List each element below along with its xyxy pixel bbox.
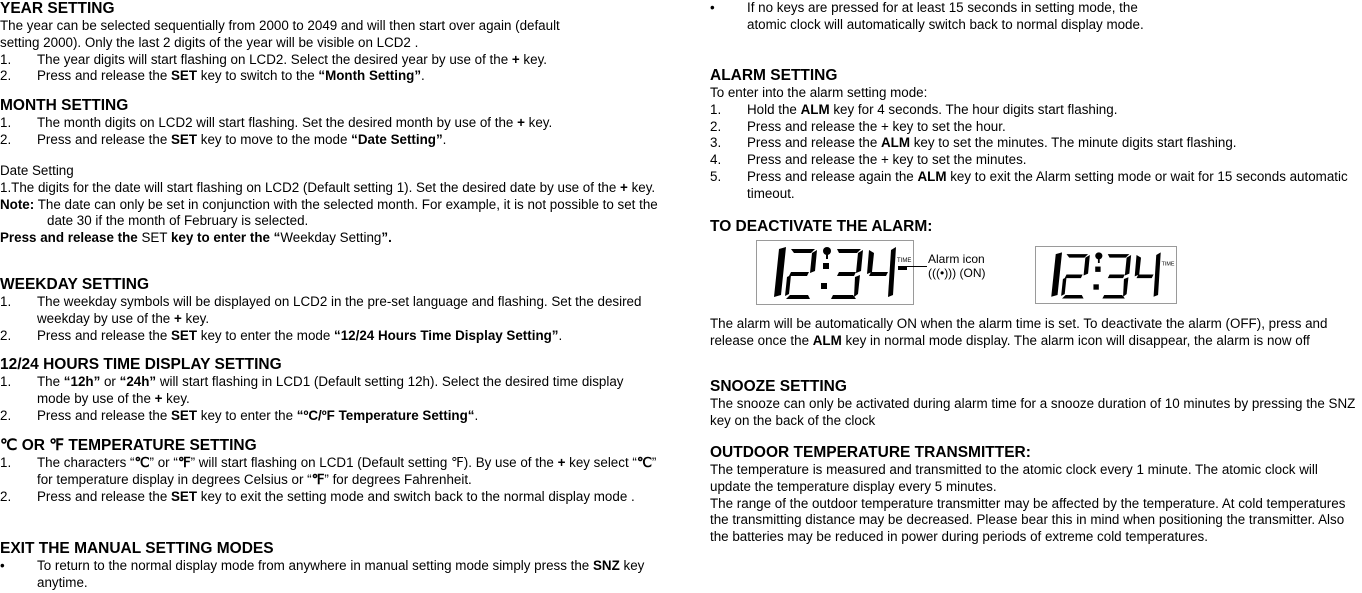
- list-item: 2. Press and release the SET key to switch to the “Month Setting”.: [0, 68, 425, 84]
- note: Note: The date can only be set in conjunction with the selected month. For example, it is not possible to set the date 30 if the month of February is selected.: [0, 196, 658, 229]
- svg-text:TIME: TIME: [897, 258, 912, 264]
- list-item: 1. The characters “℃” or “℉” will start flashing on LCD1 (Default setting ℉). By use of the + key select “℃” for temperature display in degrees Celsius or “℉” for degrees Fahrenheit.: [0, 455, 657, 487]
- section-heading: MONTH SETTING: [0, 97, 129, 114]
- outdoor-transmitter-section: [710, 444, 1362, 546]
- list-item: 1. The weekday symbols will be displayed on LCD2 in the pre-set language and flashing. Set the desired weekday by use of the + key.: [0, 294, 642, 326]
- paragraph: Press and release the SET key to enter the “Weekday Setting”.: [0, 230, 392, 246]
- paragraph: The range of the outdoor temperature transmitter may be affected by the temperature. At cold temperatures the transmitting distance may be decreased. Please bear this in mind when positioning the transmitter. Also the batteries may be reduced in power during periods of extreme cold temperatures.: [710, 495, 1346, 545]
- list-item: 4. Press and release the + key to set the minutes.: [710, 152, 1027, 168]
- deactivate-alarm-section: [710, 218, 1362, 236]
- alarm-icon-callout: Alarm icon (((•))) (ON): [928, 252, 986, 280]
- paragraph: The snooze can only be activated during alarm time for a snooze duration of 10 minutes by pressing the SNZ key on the back of the clock: [710, 396, 1356, 428]
- subsection-heading: Date Setting: [0, 163, 74, 178]
- section-heading: TO DEACTIVATE THE ALARM:: [710, 218, 933, 235]
- snooze-section: [710, 378, 1362, 430]
- section-heading: 12/24 HOURS TIME DISPLAY SETTING: [0, 356, 282, 373]
- list-item: 2. Press and release the SET key to exit the setting mode and switch back to the normal display mode .: [0, 488, 635, 504]
- section-heading: WEEKDAY SETTING: [0, 276, 149, 293]
- paragraph: The temperature is measured and transmitted to the atomic clock every 1 minute. The atomic clock will update the temperature display every 5 minutes.: [710, 462, 1318, 494]
- paragraph: To enter into the alarm setting mode:: [710, 85, 928, 100]
- section-heading: ALARM SETTING: [710, 67, 838, 84]
- paragraph: setting 2000). Only the last 2 digits of the year will be visible on LCD2 .: [0, 34, 419, 50]
- weekday-setting-section: [0, 276, 660, 344]
- section-heading: YEAR SETTING: [0, 0, 115, 17]
- exit-setting-section: [0, 540, 660, 592]
- deactivate-paragraph: The alarm will be automatically ON when the alarm time is set. To deactivate the alarm (OFF), press and release once the ALM key in normal mode display. The alarm icon will disappear, the alarm is now off: [710, 316, 1328, 348]
- list-item: 1. The “12h” or “24h” will start flashing in LCD1 (Default setting 12h). Select the desired time display mode by use of the + key.: [0, 374, 624, 406]
- lcd-alarm-on-figure: [756, 240, 914, 305]
- list-item: 2. Press and release the SET key to move to the mode “Date Setting”.: [0, 131, 447, 147]
- alarm-setting-section: [710, 67, 1362, 203]
- year-setting-section: [0, 0, 660, 85]
- lcd-digits-icon: [1036, 247, 1176, 303]
- section-heading: EXIT THE MANUAL SETTING MODES: [0, 540, 274, 557]
- list-item: 2. Press and release the + key to set the hour.: [710, 118, 1006, 134]
- list-item: 3. Press and release the ALM key to set the minutes. The minute digits start flashing.: [710, 135, 1237, 151]
- temperature-setting-section: [0, 437, 660, 505]
- section-heading: SNOOZE SETTING: [710, 378, 847, 395]
- list-item: 1.The digits for the date will start flashing on LCD2 (Default setting 1). Set the desired date by use of the + key.: [0, 179, 656, 195]
- list-item: 1. The year digits will start flashing on LCD2. Select the desired year by use of the + key.: [0, 51, 547, 67]
- bullet-icon: •: [0, 558, 5, 573]
- bullet-icon: •: [710, 0, 715, 15]
- list-item: 2. Press and release the SET key to enter the “ºC/ºF Temperature Setting“.: [0, 407, 479, 423]
- hours-display-section: [0, 356, 660, 424]
- bullet-item: • If no keys are pressed for at least 15 seconds in setting mode, the atomic clock will automatically switch back to normal display mode.: [710, 0, 1144, 32]
- callout-line: [905, 266, 927, 267]
- lcd-alarm-off-figure: [1035, 246, 1177, 304]
- section-heading: ℃ OR ℉ TEMPERATURE SETTING: [0, 437, 257, 454]
- date-setting-section: [0, 163, 660, 247]
- bullet-item: • To return to the normal display mode from anywhere in manual setting mode simply press the SNZ key anytime.: [0, 558, 645, 590]
- lcd-digits-icon: [757, 241, 913, 304]
- list-item: 1. Hold the ALM key for 4 seconds. The hour digits start flashing.: [710, 101, 1118, 117]
- list-item: 5. Press and release again the ALM key to exit the Alarm setting mode or wait for 15 seconds automatic timeout.: [710, 168, 1348, 201]
- svg-text:TIME: TIME: [1161, 261, 1175, 268]
- month-setting-section: [0, 97, 660, 149]
- list-item: 1. The month digits on LCD2 will start flashing. Set the desired month by use of the + key.: [0, 115, 553, 130]
- section-heading: OUTDOOR TEMPERATURE TRANSMITTER:: [710, 444, 1031, 461]
- paragraph: The year can be selected sequentially from 2000 to 2049 and will then start over again (default: [0, 18, 560, 33]
- list-item: 2. Press and release the SET key to enter the mode “12/24 Hours Time Display Setting”.: [0, 327, 563, 343]
